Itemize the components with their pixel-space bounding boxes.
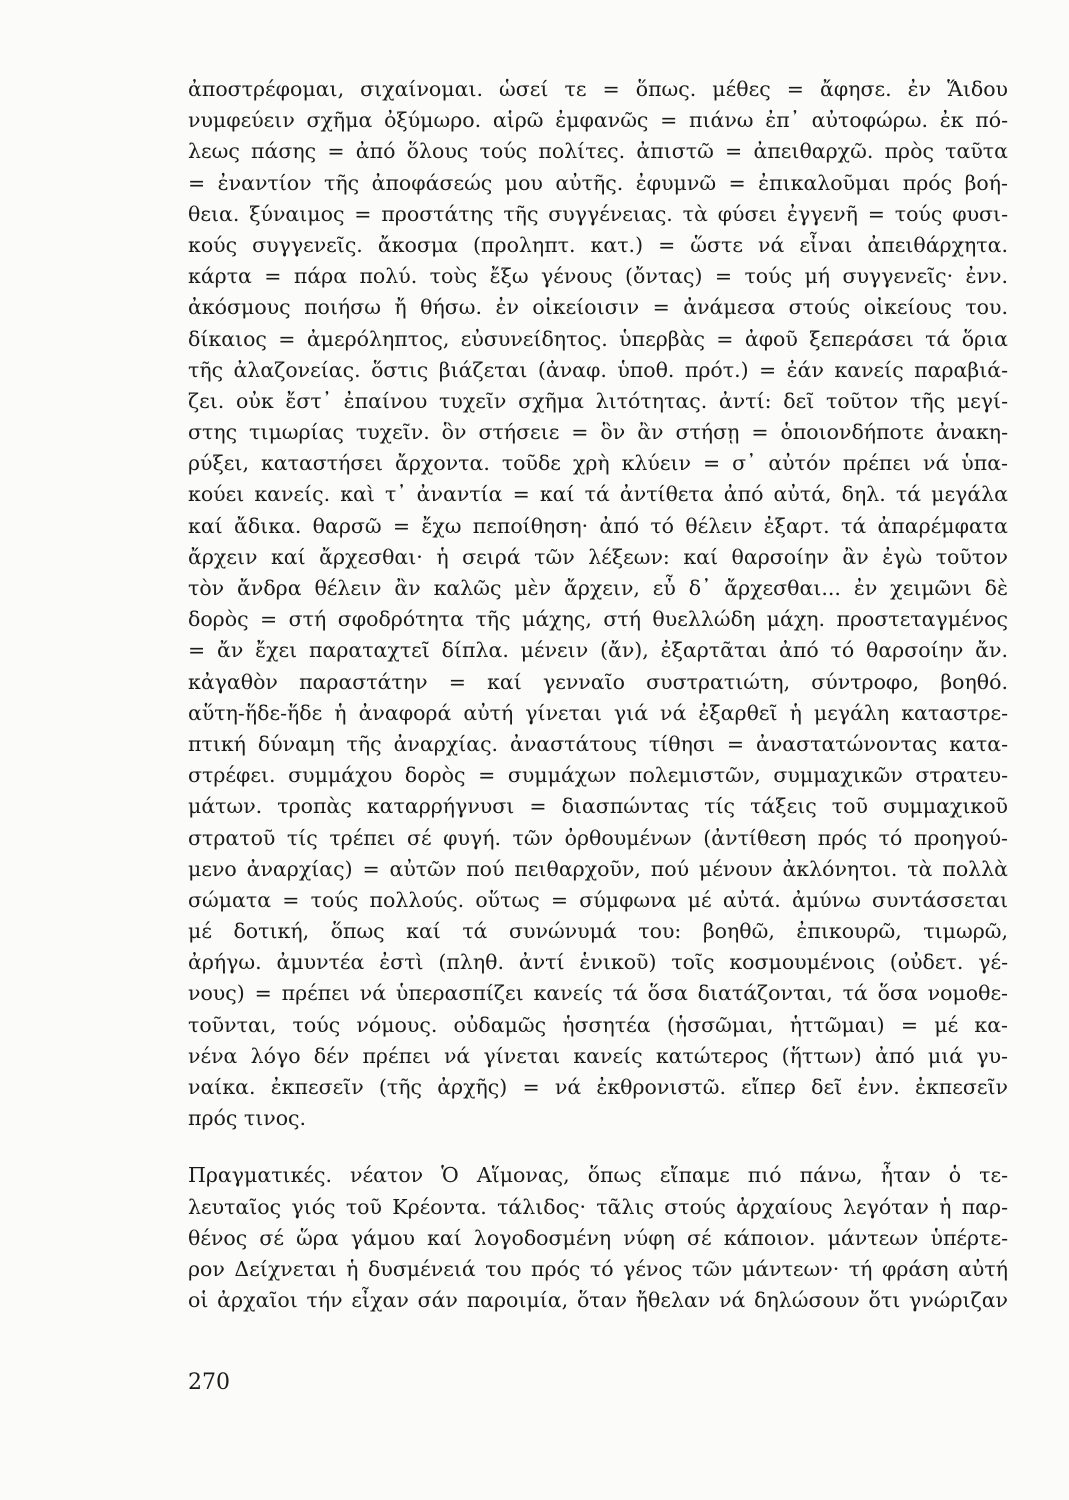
text-line: σώματα = τούς πολλούς. οὕτως = σύμφωνα μέ αὐτά. ἀμύνω συντάσσεται	[188, 887, 1008, 912]
text-line: κάρτα = πάρα πολύ. τοὺς ἔξω γένους (ὄντας) = τούς μή συγγενεῖς· ἐνν.	[188, 264, 1008, 289]
text-line: τοῦνται, τούς νόμους. οὐδαμῶς ἡσσητέα (ἡσσῶμαι, ἡττῶμαι) = μέ κα-	[188, 1012, 1008, 1037]
text-line: πτική δύναμη τῆς ἀναρχίας. ἀναστάτους τίθησι = ἀναστατώνοντας κατα-	[188, 731, 1008, 756]
text-line: τῆς ἀλαζονείας. ὅστις βιάζεται (ἀναφ. ὑποθ. πρότ.) = ἐάν κανείς παραβιά-	[188, 357, 1008, 382]
text-line: θεια. ξύναιμος = προστάτης τῆς συγγένειας. τὰ φύσει ἐγγενῆ = τούς φυσι-	[188, 201, 1008, 226]
text-line: θένος σέ ὥρα γάμου καί λογοδοσμένη νύφη σέ κάποιον. μάντεων ὑπέρτε-	[188, 1225, 1008, 1250]
text-line: ἀποστρέφομαι, σιχαίνομαι. ὡσεί τε = ὅπως. μέθες = ἄφησε. ἐν Ἅιδου	[188, 77, 1008, 101]
text-line: δορὸς = στή σφοδρότητα τῆς μάχης, στή θυελλώδη μάχη. προστεταγμένος	[188, 607, 1008, 632]
text-line: τὸν ἄνδρα θέλειν ἂν καλῶς μὲν ἄρχειν, εὖ δ᾽ ἄρχεσθαι... ἐν χειμῶνι δὲ	[188, 576, 1008, 600]
text-line: στρατοῦ τίς τρέπει σέ φυγή. τῶν ὀρθουμένων (ἀντίθεση πρός τό προηγού-	[188, 825, 1008, 850]
text-line: ἄρχειν καί ἄρχεσθαι· ἡ σειρά τῶν λέξεων: καί θαρσοίην ἂν ἐγὼ τοῦτον	[188, 544, 1008, 569]
text-line: κἀγαθὸν παραστάτην = καί γενναῖο συστρατιώτη, σύντροφο, βοηθό.	[188, 669, 1008, 694]
text-line: νένα λόγο δέν πρέπει νά γίνεται κανείς κατώτερος (ἥττων) ἀπό μιά γυ-	[188, 1043, 1008, 1068]
text-line: = ἄν ἔχει παραταχτεῖ δίπλα. μένειν (ἄν), ἐξαρτᾶται ἀπό τό θαρσοίην ἄν.	[188, 638, 1008, 663]
text-line: μάτων. τροπὰς καταρρήγνυσι = διασπώντας τίς τάξεις τοῦ συμμαχικοῦ	[188, 794, 1008, 819]
text-line: νυμφεύειν σχῆμα ὀξύμωρο. αἱρῶ ἐμφανῶς = πιάνω ἐπ᾽ αὐτοφώρω. ἐκ πό-	[188, 108, 1008, 133]
text-line: ἀκόσμους ποιήσω ἤ θήσω. ἐν οἰκείοισιν = ἀνάμεσα στούς οἰκείους του.	[188, 295, 1008, 320]
text-line: δίκαιος = ἀμερόληπτος, εὐσυνείδητος. ὑπερβὰς = ἀφοῦ ξεπεράσει τά ὅρια	[188, 326, 1008, 351]
text-line: ἀρήγω. ἀμυντέα ἐστὶ (πληθ. ἀντί ἑνικοῦ) τοῖς κοσμουμένοις (οὐδετ. γέ-	[188, 950, 1008, 975]
text-line: ζει. οὐκ ἔστ᾽ ἐπαίνου τυχεῖν σχῆμα λιτότητας. ἀντί: δεῖ τοῦτον τῆς μεγί-	[188, 388, 1008, 413]
text-line: κούει κανείς. καὶ τ᾽ ἀναντία = καί τά ἀντίθετα ἀπό αὐτά, δηλ. τά μεγάλα	[188, 482, 1008, 507]
page-number: 270	[188, 1370, 230, 1395]
text-line: Πραγματικές. νέατον Ὁ Αἵμονας, ὅπως εἴπαμε πιό πάνω, ἦταν ὁ τε-	[188, 1163, 1008, 1188]
text-line: ρύξει, καταστήσει ἄρχοντα. τοῦδε χρὴ κλύειν = σ᾽ αὐτόν πρέπει νά ὑπα-	[188, 451, 1008, 476]
text-line: καί ἄδικα. θαρσῶ = ἔχω πεποίθηση· ἀπό τό θέλειν ἐξαρτ. τά ἀπαρέμφατα	[188, 513, 1008, 538]
text-line: ναίκα. ἐκπεσεῖν (τῆς ἀρχῆς) = νά ἐκθρονιστῶ. εἴπερ δεῖ ἐνν. ἐκπεσεῖν	[188, 1075, 1008, 1099]
text-line: νους) = πρέπει νά ὑπερασπίζει κανείς τά ὅσα διατάζονται, τά ὅσα νομοθε-	[188, 981, 1008, 1006]
text-line: κούς συγγενεῖς. ἄκοσμα (προληπτ. κατ.) = ὥστε νά εἶναι ἀπειθάρχητα.	[188, 232, 1008, 257]
paragraph-gap	[188, 1134, 1008, 1160]
text-line: στρέφει. συμμάχου δορὸς = συμμάχων πολεμιστῶν, συμμαχικῶν στρατευ-	[188, 763, 1008, 788]
text-line: μέ δοτική, ὅπως καί τά συνώνυμά του: βοηθῶ, ἐπικουρῶ, τιμωρῶ,	[188, 919, 1008, 944]
commentary-text	[188, 74, 1008, 1316]
text-line: ρον Δείχνεται ἡ δυσμένειά του πρός τό γένος τῶν μάντεων· τή φράση αὐτή	[188, 1256, 1008, 1281]
text-line: μενο ἀναρχίας) = αὐτῶν πού πειθαρχοῦν, πού μένουν ἀκλόνητοι. τὰ πολλὰ	[188, 856, 1008, 881]
text-line: = ἐναντίον τῆς ἀποφάσεώς μου αὐτῆς. ἐφυμνῶ = ἐπικαλοῦμαι πρός βοή-	[188, 170, 1008, 195]
text-line: λευταῖος γιός τοῦ Κρέοντα. τάλιδος· τᾶλις στούς ἀρχαίους λεγόταν ἡ παρ-	[188, 1194, 1008, 1219]
text-line: στης τιμωρίας τυχεῖν. ὃν στήσειε = ὃν ἂν στήσῃ = ὁποιονδήποτε ἀνακη-	[188, 420, 1008, 445]
text-line: πρός τινος.	[188, 1106, 307, 1131]
text-line: αὕτη-ἥδε-ἥδε ἡ ἀναφορά αὐτή γίνεται γιά νά ἐξαρθεῖ ἡ μεγάλη καταστρε-	[188, 700, 1008, 725]
text-line: λεως πάσης = ἀπό ὅλους τούς πολίτες. ἀπιστῶ = ἀπειθαρχῶ. πρὸς ταῦτα	[188, 139, 1008, 164]
text-line: οἱ ἀρχαῖοι τήν εἶχαν σάν παροιμία, ὅταν ἤθελαν νά δηλώσουν ὅτι γνώριζαν	[188, 1288, 1008, 1313]
